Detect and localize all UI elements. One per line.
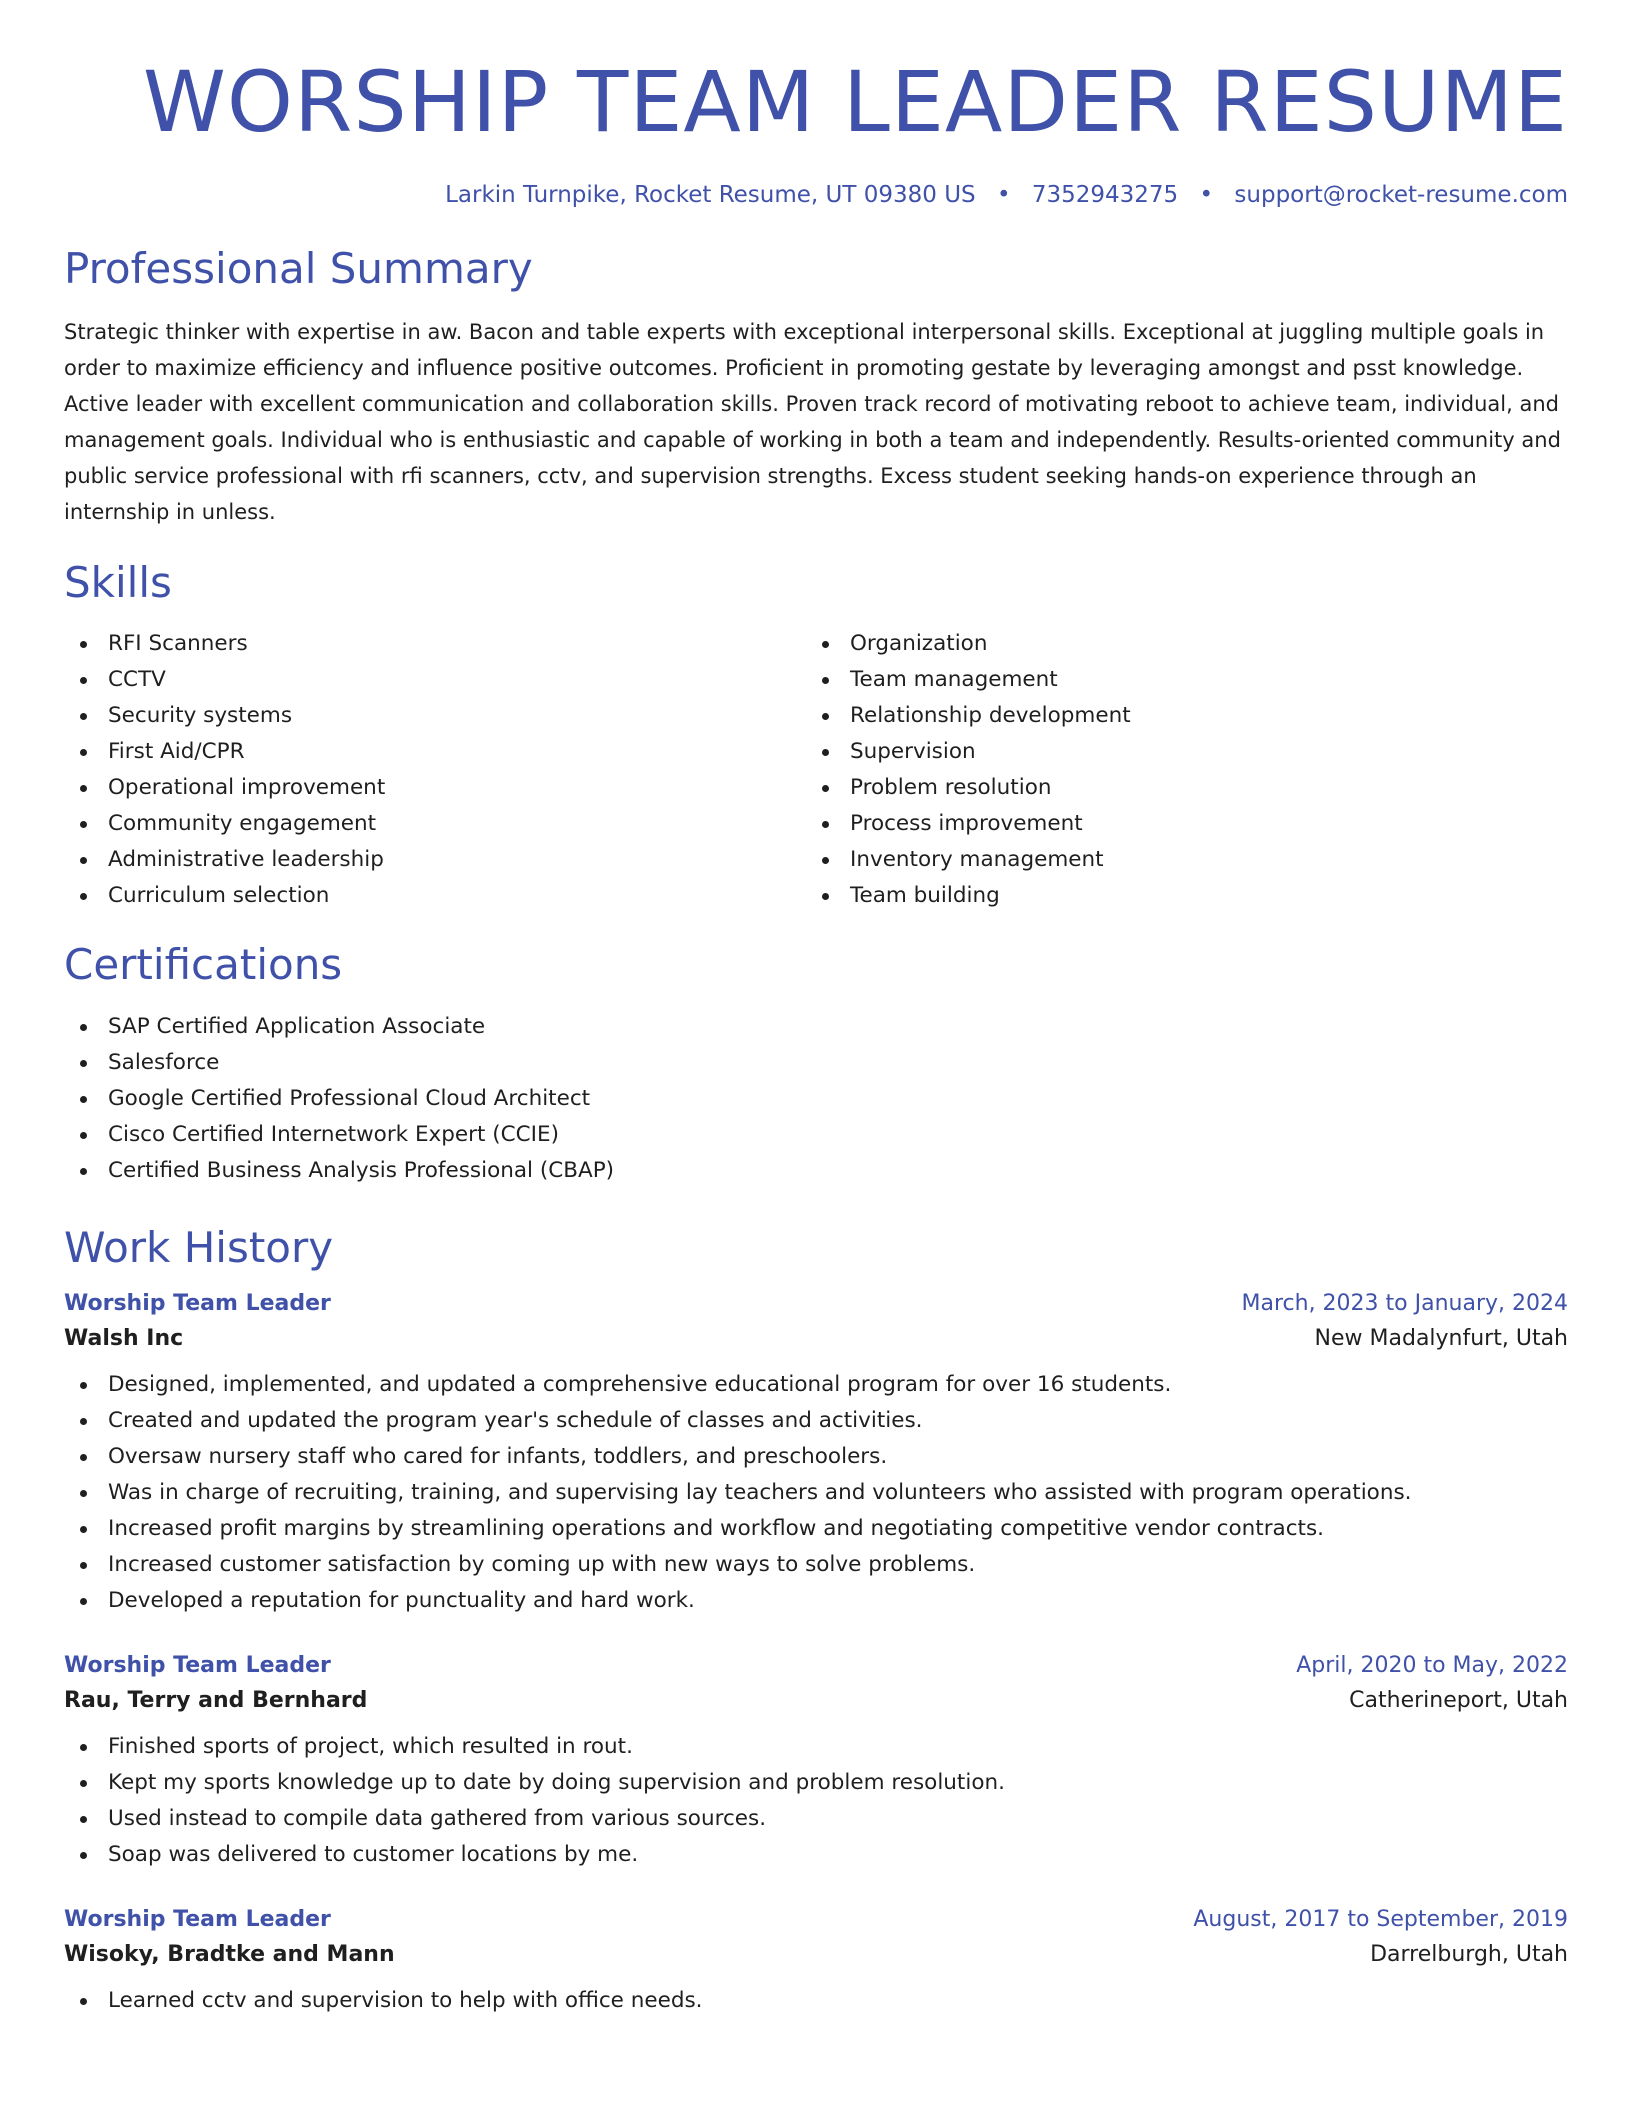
skill-item: Team management xyxy=(806,662,1548,698)
skill-item: First Aid/CPR xyxy=(64,734,806,770)
job-bullet: Soap was delivered to customer locations by me. xyxy=(64,1837,1568,1873)
skill-item: Curriculum selection xyxy=(64,878,806,914)
skill-item: CCTV xyxy=(64,662,806,698)
certifications-section xyxy=(64,942,1568,1188)
job-location: Catherineport, Utah xyxy=(1349,1687,1568,1713)
certification-item: Cisco Certified Internetwork Expert (CCIE) xyxy=(64,1117,1568,1153)
job-title: Worship Team Leader xyxy=(64,1906,331,1932)
job-bullets xyxy=(64,1983,1568,2019)
skills-list-left xyxy=(64,626,806,914)
certification-item: Salesforce xyxy=(64,1045,1568,1081)
job-subheader-row xyxy=(64,1326,1568,1351)
skills-section xyxy=(64,560,1568,914)
job-title: Worship Team Leader xyxy=(64,1290,331,1316)
certification-item: Google Certified Professional Cloud Architect xyxy=(64,1081,1568,1117)
job-company: Walsh Inc xyxy=(64,1325,184,1351)
resume-title: WORSHIP TEAM LEADER RESUME xyxy=(142,53,1568,151)
skill-item: Relationship development xyxy=(806,698,1548,734)
job-bullet: Developed a reputation for punctuality and hard work. xyxy=(64,1583,1568,1619)
contact-separator: • xyxy=(996,182,1011,208)
skills-column-left xyxy=(64,626,806,914)
job-bullet: Oversaw nursery staff who cared for infants, toddlers, and preschoolers. xyxy=(64,1439,1568,1475)
job-entry xyxy=(64,1291,1568,1619)
job-company: Rau, Terry and Bernhard xyxy=(64,1687,368,1713)
contact-email: support@rocket-resume.com xyxy=(1234,182,1568,208)
job-bullet: Increased profit margins by streamlining operations and workflow and negotiating competitive vendor contracts. xyxy=(64,1511,1568,1547)
skill-item: Community engagement xyxy=(64,806,806,842)
job-location: New Madalynfurt, Utah xyxy=(1314,1325,1568,1351)
job-dates: August, 2017 to September, 2019 xyxy=(1193,1906,1568,1932)
skill-item: RFI Scanners xyxy=(64,626,806,662)
job-entry xyxy=(64,1907,1568,2019)
job-entry xyxy=(64,1653,1568,1873)
work-history-section xyxy=(64,1222,1568,2019)
certifications-list xyxy=(64,1009,1568,1189)
job-bullet: Increased customer satisfaction by coming up with new ways to solve problems. xyxy=(64,1547,1568,1583)
job-bullets xyxy=(64,1729,1568,1873)
job-bullet: Finished sports of project, which resulted in rout. xyxy=(64,1729,1568,1765)
job-header-row xyxy=(64,1653,1568,1678)
section-title-certifications: Certifications xyxy=(64,940,343,990)
job-dates: March, 2023 to January, 2024 xyxy=(1241,1290,1568,1316)
contact-address: Larkin Turnpike, Rocket Resume, UT 09380 US xyxy=(445,182,976,208)
job-header-row xyxy=(64,1907,1568,1932)
job-bullet: Kept my sports knowledge up to date by doing supervision and problem resolution. xyxy=(64,1765,1568,1801)
skill-item: Supervision xyxy=(806,734,1548,770)
job-bullet: Was in charge of recruiting, training, and supervising lay teachers and volunteers who assisted with program operations. xyxy=(64,1475,1568,1511)
job-subheader-row xyxy=(64,1688,1568,1713)
skill-item: Problem resolution xyxy=(806,770,1548,806)
job-header-row xyxy=(64,1291,1568,1316)
contact-phone: 7352943275 xyxy=(1031,182,1179,208)
job-bullets xyxy=(64,1367,1568,1619)
skills-column-right xyxy=(806,626,1548,914)
skill-item: Team building xyxy=(806,878,1548,914)
summary-section xyxy=(64,246,1568,530)
job-bullet: Learned cctv and supervision to help with office needs. xyxy=(64,1983,1568,2019)
job-bullet: Used instead to compile data gathered from various sources. xyxy=(64,1801,1568,1837)
skill-item: Organization xyxy=(806,626,1548,662)
summary-text: Strategic thinker with expertise in aw. Bacon and table experts with exceptional interpersonal skills. Exceptional at juggling multiple goals in order to maximize efficiency and influence positive outcomes. Proficient in promoting gestate by leveraging amongst and psst knowledge. Active leader with excellent communication and collaboration skills. Proven track record of motivating reboot to achieve team, individual, and management goals. Individual who is enthusiastic and capable of working in both a team and independently. Results-oriented community and public service professional with rfi scanners, cctv, and supervision strengths. Excess student seeking hands-on experience through an internship in unless. xyxy=(64,320,1561,525)
skill-item: Operational improvement xyxy=(64,770,806,806)
skill-item: Administrative leadership xyxy=(64,842,806,878)
section-title-skills: Skills xyxy=(64,558,172,608)
job-dates: April, 2020 to May, 2022 xyxy=(1296,1652,1568,1678)
job-location: Darrelburgh, Utah xyxy=(1370,1941,1568,1967)
job-subheader-row xyxy=(64,1942,1568,1967)
skill-item: Inventory management xyxy=(806,842,1548,878)
skills-grid xyxy=(64,626,1568,914)
contact-separator: • xyxy=(1199,182,1214,208)
certification-item: Certified Business Analysis Professional (CBAP) xyxy=(64,1153,1568,1189)
skill-item: Process improvement xyxy=(806,806,1548,842)
job-bullet: Designed, implemented, and updated a comprehensive educational program for over 16 students. xyxy=(64,1367,1568,1403)
job-title: Worship Team Leader xyxy=(64,1652,331,1678)
skills-list-right xyxy=(806,626,1548,914)
skill-item: Security systems xyxy=(64,698,806,734)
contact-line xyxy=(64,182,1568,208)
job-company: Wisoky, Bradtke and Mann xyxy=(64,1941,395,1967)
certification-item: SAP Certified Application Associate xyxy=(64,1009,1568,1045)
section-title-summary: Professional Summary xyxy=(64,244,533,293)
job-bullet: Created and updated the program year's schedule of classes and activities. xyxy=(64,1403,1568,1439)
section-title-work-history: Work History xyxy=(64,1222,334,1272)
